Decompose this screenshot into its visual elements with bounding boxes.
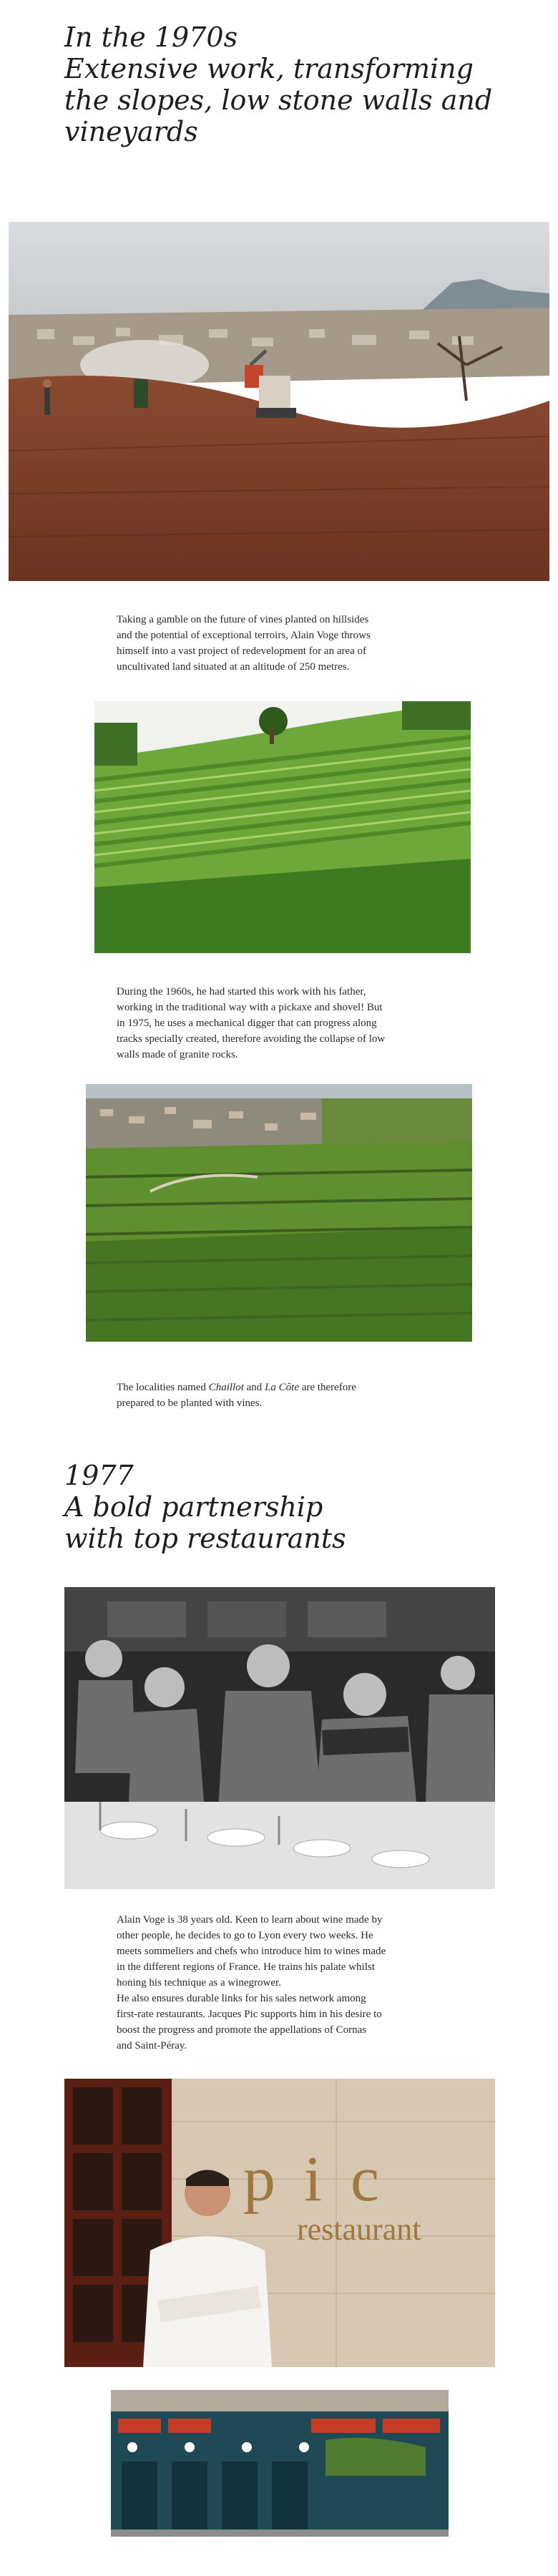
text-line: in the different regions of France. He trains his palate whilst (117, 1961, 375, 1973)
text-line: and Saint-Péray. (117, 2040, 187, 2051)
locality-la-cote: La Côte (265, 1382, 299, 1393)
sign-restaurant-text: restaurant (297, 2212, 421, 2247)
restaurant-dinner-photo (64, 1587, 495, 1889)
text-line: meets sommeliers and chefs who introduce him to wines made (117, 1946, 386, 1957)
text-line: honing his technique as a winegrower. (117, 1977, 281, 1989)
text-line: uncultivated land situated at an altitude of 250 metres. (117, 661, 350, 673)
text-line: Taking a gamble on the future of vines planted on hillsides (117, 614, 369, 625)
localities-paragraph (117, 1380, 460, 1411)
text-line: prepared to be planted with vines. (117, 1397, 263, 1409)
heading-line: Extensive work, transforming (64, 53, 474, 84)
partnership-paragraph (117, 1912, 460, 2054)
heading-line: vineyards (64, 116, 198, 147)
vineyard-terraces-photo (94, 701, 471, 953)
text-line: The localities named Chaillot and La Côte are therefore (117, 1382, 356, 1393)
text-line: other people, he decides to go to Lyon every two weeks. He (117, 1930, 373, 1941)
heading-line: the slopes, low stone walls and (64, 84, 493, 116)
section-1970s-heading (64, 21, 508, 147)
text-line: in 1975, he uses a mechanical digger that can progress along (117, 1018, 377, 1029)
text-line: himself into a vast project of redevelopment for an area of (117, 645, 367, 657)
text-line: tracks specially created, therefore avoiding the collapse of low (117, 1033, 386, 1045)
sign-pic-text: pic (243, 2144, 408, 2215)
heading-line: In the 1970s (64, 21, 238, 53)
text-line: walls made of granite rocks. (117, 1049, 238, 1060)
pic-storefront-photo (111, 2390, 449, 2537)
excavator-slope-photo (9, 222, 549, 581)
text-line: and the potential of exceptional terroirs, Alain Voge throws (117, 630, 371, 641)
heading-line: with top restaurants (64, 1523, 346, 1554)
text-line: He also ensures durable links for his sales network among (117, 1993, 366, 2004)
text-line: working in the traditional way with a pickaxe and shovel! But (117, 1002, 383, 1013)
intro-paragraph (117, 612, 453, 675)
section-1977-heading (64, 1460, 494, 1554)
text-line: During the 1960s, he had started this work with his father, (117, 986, 366, 997)
text-line: Alain Voge is 38 years old. Keen to learn about wine made by (117, 1914, 383, 1926)
heading-line: A bold partnership (64, 1491, 323, 1523)
text-line: boost the progress and promote the appellations of Cornas (117, 2024, 367, 2036)
chef-pic-restaurant-photo (64, 2079, 495, 2367)
locality-chaillot: Chaillot (208, 1382, 244, 1393)
digger-paragraph (117, 984, 460, 1063)
vineyard-village-photo (86, 1084, 472, 1342)
heading-line: 1977 (64, 1460, 134, 1491)
text-line: first-rate restaurants. Jacques Pic supports him in his desire to (117, 2009, 382, 2020)
